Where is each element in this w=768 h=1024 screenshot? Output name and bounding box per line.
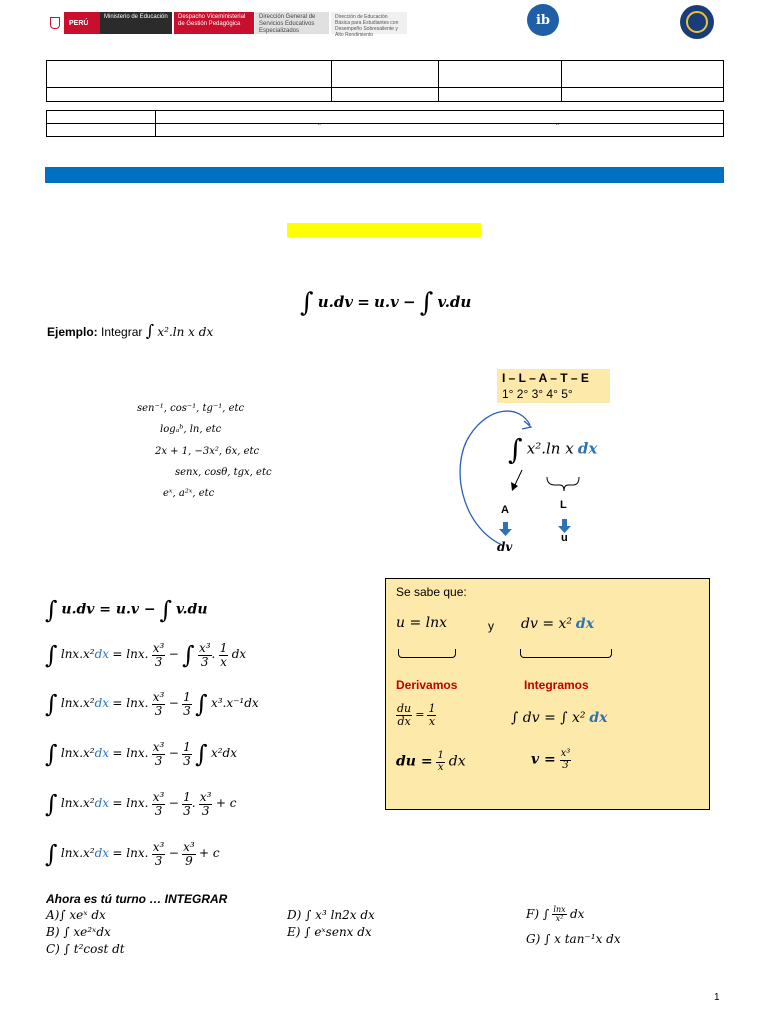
- ilate-order: 1° 2° 3° 4° 5°: [502, 387, 573, 401]
- exercise-b: B) ∫ xe²ˣdx: [46, 925, 111, 939]
- peru-flag-logo: [46, 12, 100, 34]
- coat-of-arms-icon: [46, 12, 65, 34]
- yellow-title-highlight: [287, 223, 481, 237]
- blue-title-bar: [45, 167, 724, 183]
- step-6: ∫ lnx.x²dx = lnx. $\frac{\text{x³}}{3}$ − $\frac{\text{x³}}{9}$ + c: [45, 839, 220, 868]
- school-seal-logo: [680, 5, 714, 39]
- dv-equation: dv = x² dx: [521, 616, 595, 632]
- exercise-d: D) ∫ x³ ln2x dx: [287, 908, 375, 922]
- y-connector: y: [488, 619, 494, 633]
- exercise-g: G) ∫ x tan⁻¹x dx: [526, 932, 621, 946]
- function-item: sen⁻¹, cos⁻¹, tg⁻¹, etc: [137, 403, 245, 414]
- diagram-expression: ∫ x².ln x dx: [508, 433, 598, 466]
- peru-label: PERÚ: [69, 19, 89, 27]
- topic-table: " ": [46, 110, 724, 137]
- exercise-c: C) ∫ t²cost dt: [46, 942, 125, 956]
- despacho-box: Despacho Viceministerial de Gestión Pedagógica: [174, 12, 254, 34]
- step-3: ∫ lnx.x²dx = lnx. $\frac{\text{x³}}{3}$ − $\frac{1}{3}$ ∫ x³.x⁻¹dx: [45, 689, 259, 718]
- du-result: du = $\frac{1}{x}$ dx: [396, 750, 466, 773]
- step-5: ∫ lnx.x²dx = lnx. $\frac{\text{x³}}{3}$ − $\frac{1}{3}$ . $\frac{\text{x³}}{3}$ + c: [45, 789, 237, 818]
- step-4: ∫ lnx.x²dx = lnx. $\frac{\text{x³}}{3}$ − $\frac{1}{3}$ ∫ x²dx: [45, 739, 237, 768]
- step-2: ∫ lnx.x²dx = lnx. $\frac{\text{x³}}{3}$ − ∫ $\frac{\text{x³}}{3}$ . $\frac{1}{x}$ dx: [45, 640, 247, 669]
- direccion-general-box: Dirección General de Servicios Educativos Especializados: [255, 12, 329, 34]
- loop-arrow-line: [460, 411, 530, 545]
- exercise-f: F) ∫ $\frac{\ln x}{\text{x²}}$ dx: [526, 905, 585, 924]
- brace-dv: [520, 649, 612, 658]
- function-item: senx, cosθ, tgx, etc: [175, 467, 272, 478]
- derivative-fraction: $\frac{du}{dx}$ = $\frac{1}{x}$: [397, 702, 436, 728]
- down-arrow-a: [503, 522, 508, 530]
- label-dv: dv: [497, 540, 513, 554]
- ib-logo: ib: [527, 4, 559, 36]
- info-table: [46, 60, 724, 102]
- label-l: L: [560, 499, 567, 511]
- function-item: eˣ, a²ˣ, etc: [163, 488, 215, 499]
- loop-arrow-head: [522, 421, 531, 429]
- integral-dv: ∫ dv = ∫ x² dx: [511, 710, 608, 726]
- label-a: A: [501, 504, 509, 516]
- label-u: u: [561, 532, 568, 544]
- integramos-label: Integramos: [524, 678, 589, 692]
- exercise-e: E) ∫ eˣsenx dx: [287, 925, 372, 939]
- ilate-diagram-lines: [440, 405, 620, 545]
- direccion-educacion-box: Dirección de Educación Básica para Estudiantes con Desempeño Sobresaliente y Alto Rendimiento: [331, 12, 407, 34]
- function-item: logₐᵇ, ln, etc: [160, 424, 222, 435]
- u-equation: u = lnx: [396, 615, 448, 631]
- down-arrow-l: [562, 519, 567, 527]
- ilate-box: [497, 369, 610, 403]
- exercises-heading: Ahora es tú turno … INTEGRAR: [46, 892, 228, 906]
- box-title: Se sabe que:: [396, 585, 467, 599]
- ministerio-box: Ministerio de Educación: [100, 12, 172, 34]
- exercise-a: A)∫ xeˣ dx: [46, 908, 106, 922]
- step-1: ∫ u.dv = u.v − ∫ v.du: [45, 596, 208, 624]
- brace-u: [398, 649, 456, 658]
- example-line: Ejemplo: Integrar ∫ x².ln x dx: [47, 321, 214, 340]
- known-values-box: [385, 578, 710, 810]
- v-result: v = $\frac{\text{x³}}{3}$: [531, 748, 571, 771]
- ilate-letters: I – L – A – T – E: [502, 371, 589, 385]
- page-number: 1: [714, 992, 720, 1003]
- function-item: 2x + 1, −3x², 6x, etc: [155, 446, 260, 457]
- main-formula: ∫ u.dv = u.v − ∫ v.du: [300, 288, 472, 318]
- derivamos-label: Derivamos: [396, 678, 458, 692]
- brace-over-ln: [547, 477, 579, 491]
